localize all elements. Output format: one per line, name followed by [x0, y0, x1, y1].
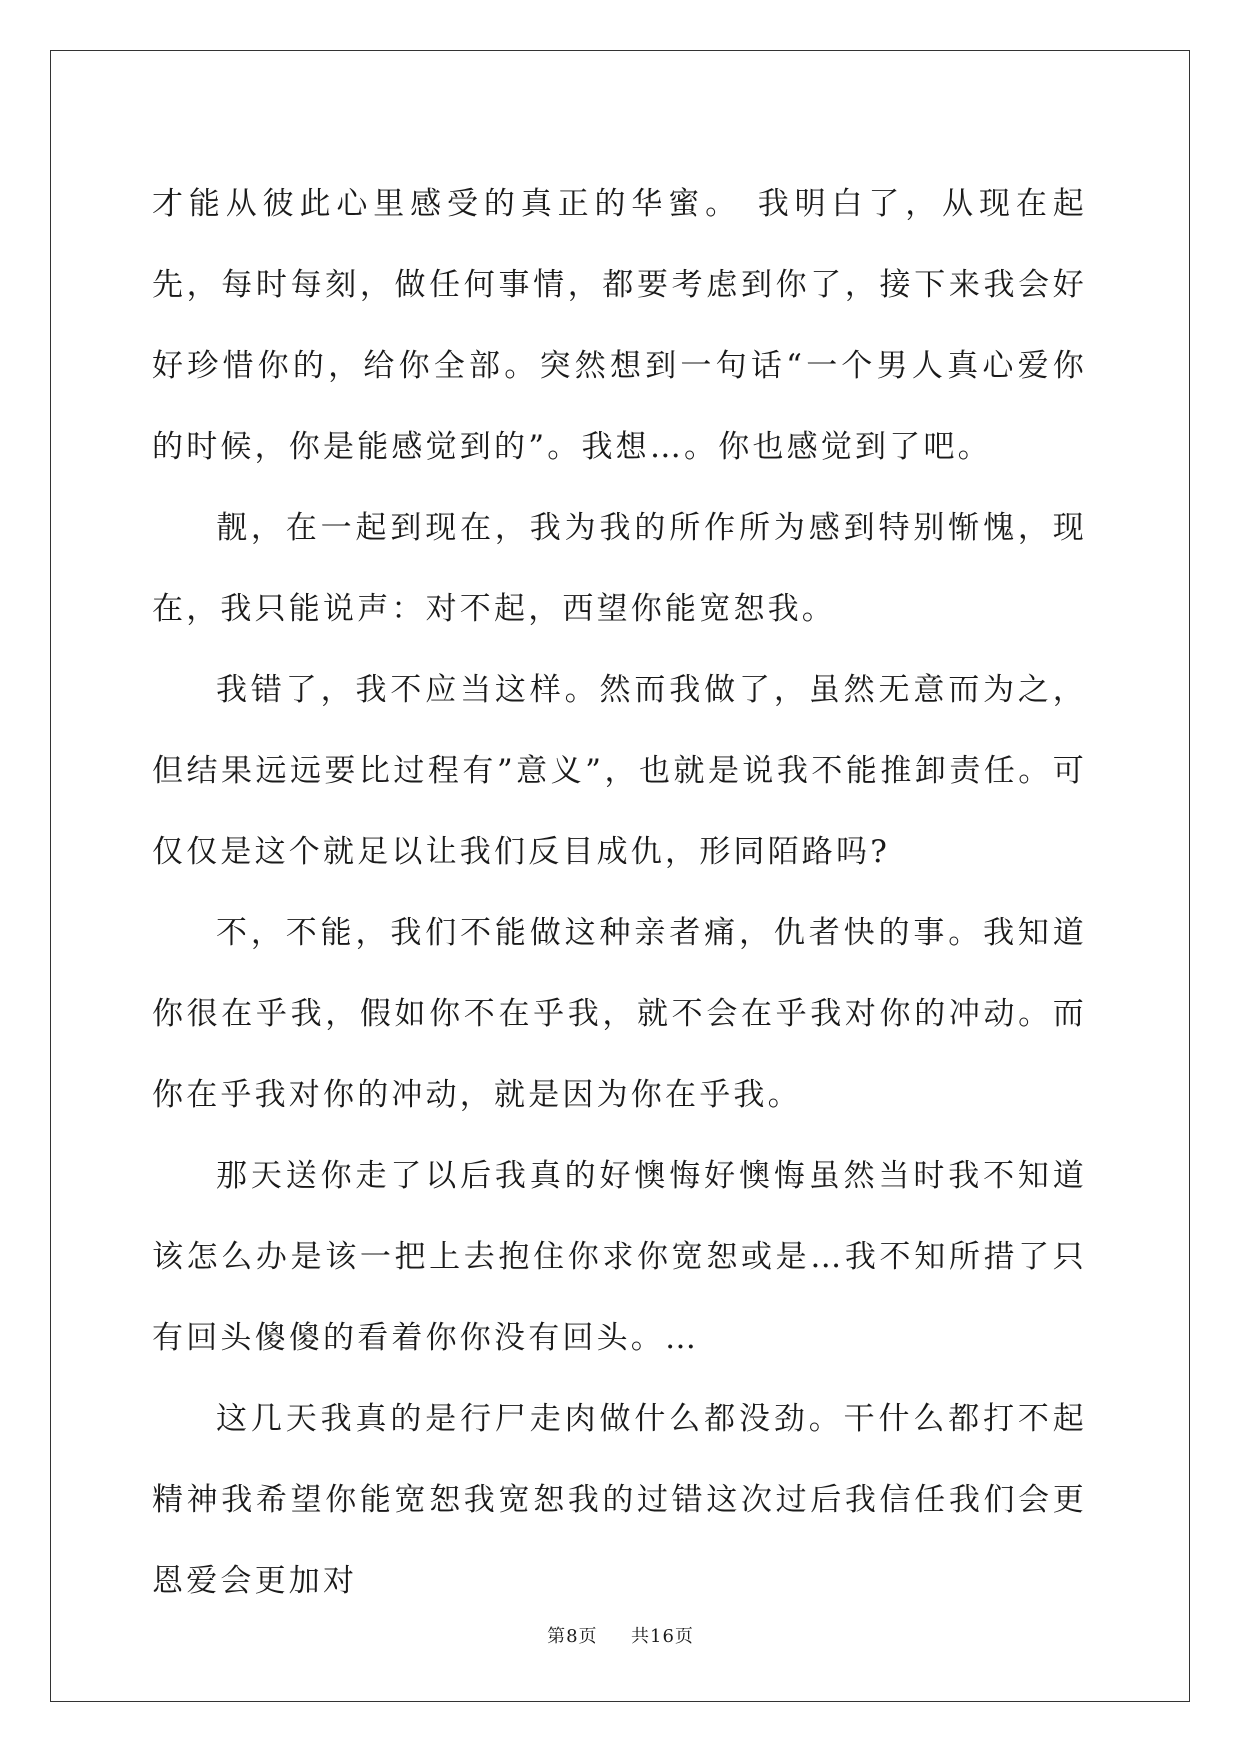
page-number: 第8页: [547, 1626, 598, 1647]
paragraph-1: 才能从彼此心里感受的真正的华蜜。 我明白了，从现在起先，每时每刻，做任何事情，都要考虑到你了，接下来我会好好珍惜你的，给你全部。突然想到一句话“一个男人真心爱你的时候，你是能感觉到的”。我想…。你也感觉到了吧。: [152, 186, 1087, 465]
page-total: 共16页: [631, 1626, 694, 1647]
paragraph-6: 这几天我真的是行尸走肉做什么都没劲。干什么都打不起精神我希望你能宽恕我宽恕我的过错这次过后我信任我们会更恩爱会更加对: [152, 1401, 1087, 1599]
document-body: [152, 164, 1087, 1622]
page-footer: [0, 1625, 1241, 1649]
paragraph-3: 我错了，我不应当这样。然而我做了，虽然无意而为之，但结果远远要比过程有”意义”，也就是说我不能推卸责任。可仅仅是这个就足以让我们反目成仇，形同陌路吗?: [152, 672, 1087, 870]
paragraph-5: 那天送你走了以后我真的好懊悔好懊悔虽然当时我不知道该怎么办是该一把上去抱住你求你宽恕或是…我不知所措了只有回头傻傻的看着你你没有回头。…: [152, 1158, 1087, 1356]
paragraph-4: 不，不能，我们不能做这种亲者痛，仇者快的事。我知道你很在乎我，假如你不在乎我，就不会在乎我对你的冲动。而你在乎我对你的冲动，就是因为你在乎我。: [152, 915, 1087, 1113]
paragraph-2: 靓，在一起到现在，我为我的所作所为感到特别惭愧，现在，我只能说声：对不起，西望你能宽恕我。: [152, 510, 1087, 627]
